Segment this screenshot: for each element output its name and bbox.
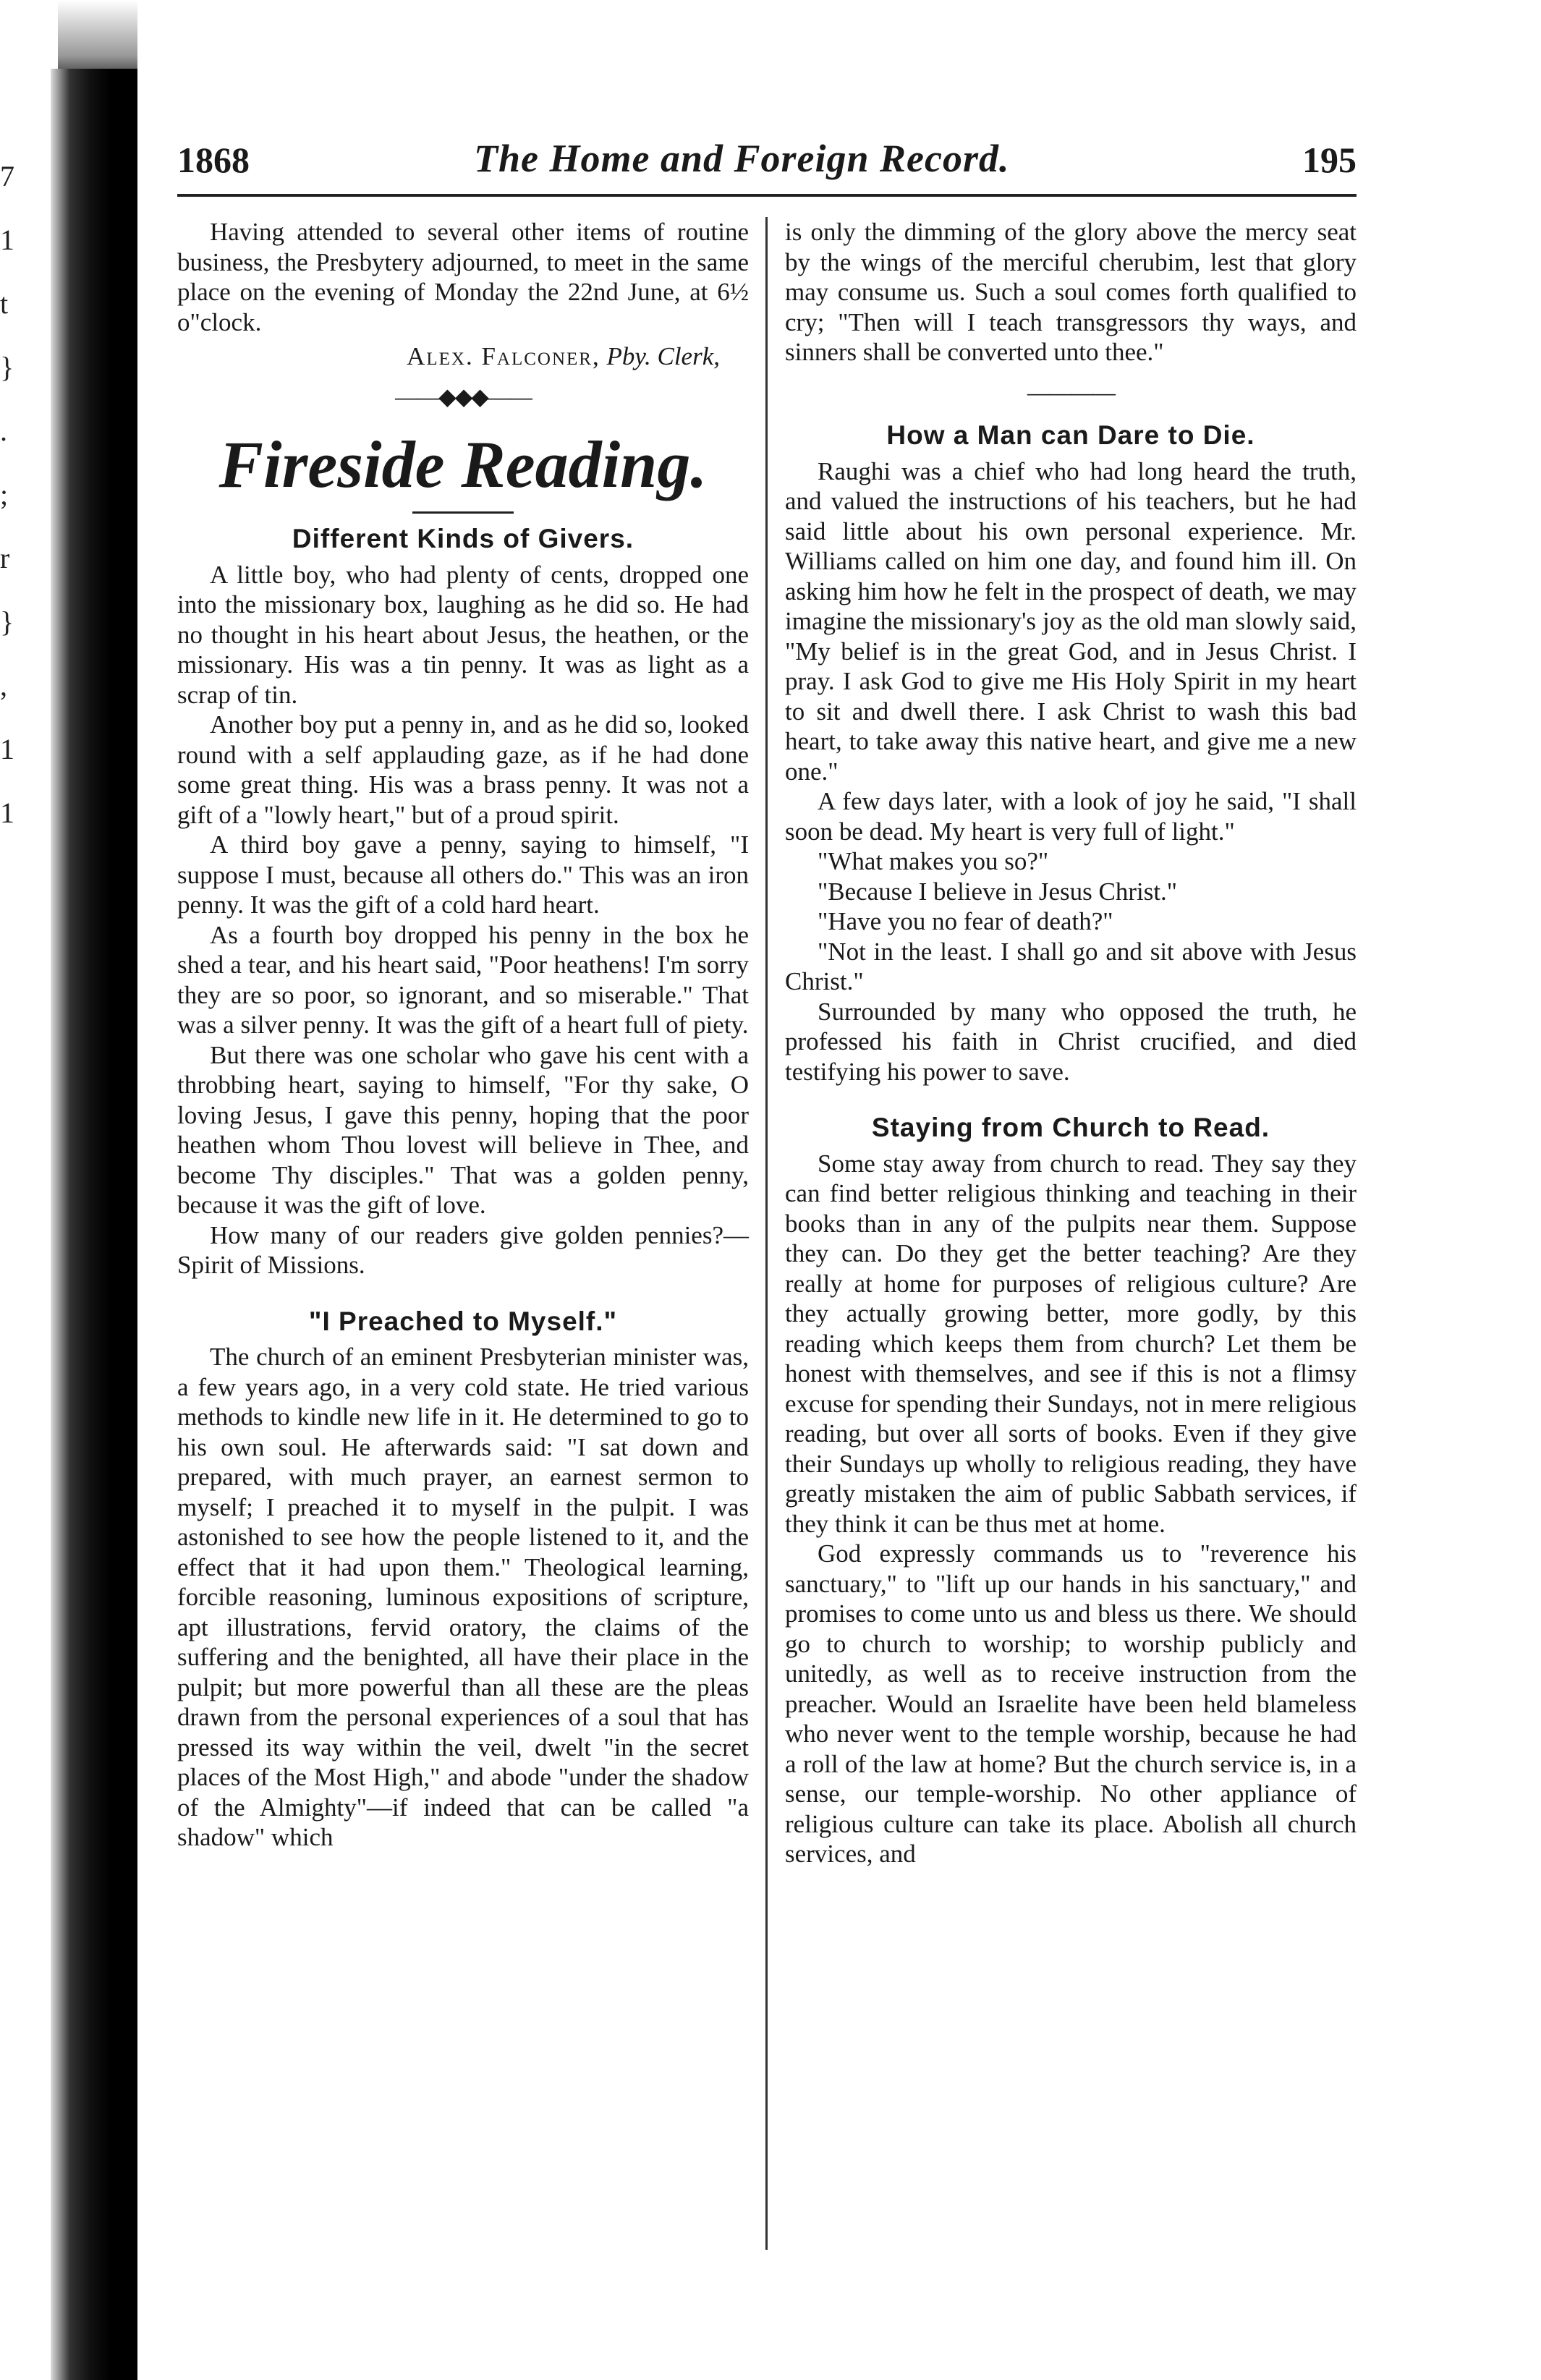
paragraph: A third boy gave a penny, saying to himself, "I suppose I must, because all others do." This was an iron penny. It was the gift of a cold hard heart.: [177, 830, 749, 919]
header-rule: [177, 194, 1357, 197]
paragraph: A few days later, with a look of joy he said, "I shall soon be dead. My heart is very full of light.": [785, 787, 1357, 846]
page-edge-shadow: [58, 0, 137, 80]
signature: Alex. Falconer, Pby. Clerk,: [407, 342, 720, 370]
paragraph: But there was one scholar who gave his cent with a throbbing heart, saying to himself, "For thy sake, O loving Jesus, I gave this penny, hoping that the poor heathen whom Thou lovest will believe in Thee, and become Thy disciples." That was a golden penny, because it was the gift of love.: [177, 1040, 749, 1219]
paragraph: Raughi was a chief who had long heard the truth, and valued the instructions of his teachers, but he had said little about his own personal experience. Mr. Williams called on him one day, and found him ill. On asking him how he felt in the prospect of death, we may imagine the missionary's joy as the old man slowly said, "My belief is in the great God, and in Jesus Christ. I pray. I ask God to give me His Holy Spirit in my heart to sit and dwell there. I ask Christ to wash this bad heart, to take away this native heart, and give me a new one.": [785, 456, 1357, 786]
article-title: Different Kinds of Givers.: [292, 524, 634, 553]
paragraph: As a fourth boy dropped his penny in the box he shed a tear, and his heart said, "Poor heathens! I'm sorry they are so poor, so ignorant, and so miserable." That was a silver penny. It was the gift of a heart full of piety.: [177, 920, 749, 1039]
book-binding-shadow: [51, 69, 137, 2380]
column-divider: [765, 217, 768, 2250]
paragraph: "Have you no fear of death?": [818, 907, 1113, 935]
paragraph: "Not in the least. I shall go and sit above with Jesus Christ.": [785, 937, 1357, 995]
ornament-divider: ————: [1027, 378, 1114, 405]
running-header: [177, 139, 1357, 190]
paragraph: "What makes you so?": [818, 847, 1049, 875]
section-title: Fireside Reading.: [218, 428, 708, 501]
paragraph: The church of an eminent Presbyterian minister was, a few years ago, in a very cold state. He tried various methods to kindle new life in it. He determined to go to his own soul. He afterwards said: "I sat down and prepared, with much prayer, an earnest sermon to myself; I preached it to myself in the pulpit. I was astonished to see how the people listened to it, and the effect that it had upon them." Theological learning, forcible reasoning, luminous expositions of scripture, apt illustrations, fervid oratory, the claims of the suffering and the benighted, all have their place in the pulpit; but more powerful than all these are the pleas drawn from the personal experiences of a soul that has pressed its way within the veil, dwelt "in the secret places of the Most High," and abode "under the shadow of the Almighty"—if indeed that can be called "a shadow" which: [177, 1343, 749, 1851]
left-column: [177, 217, 749, 1853]
paragraph: Another boy put a penny in, and as he did so, looked round with a self applauding gaze, as if he had done some great thing. His was a brass penny. It was not a gift of a "lowly heart," but of a proud spirit.: [177, 710, 749, 829]
page-number: 195: [1302, 140, 1357, 180]
article-title: How a Man can Dare to Die.: [886, 420, 1255, 450]
divider: [412, 511, 514, 514]
paragraph: Having attended to several other items of routine business, the Presbytery adjourned, to meet in the same place on the evening of Monday the 22nd June, at 6½ o"clock.: [177, 218, 749, 336]
paragraph: A little boy, who had plenty of cents, dropped one into the missionary box, laughing as he did so. He had no thought in his heart about Jesus, the heathen, or the missionary. His was a tin penny. It was as light as a scrap of tin.: [177, 560, 749, 709]
paragraph: How many of our readers give golden pennies?—Spirit of Missions.: [177, 1220, 749, 1279]
paragraph: is only the dimming of the glory above the mercy seat by the wings of the merciful cherubim, lest that glory may consume us. Such a soul comes forth qualified to cry; "Then will I teach transgressors thy ways, and sinners shall be converted unto thee.": [785, 218, 1357, 366]
article-title: "I Preached to Myself.": [308, 1306, 618, 1336]
ornament-divider: ——◆◆◆——: [395, 383, 531, 409]
paragraph: Some stay away from church to read. They say they can find better religious thinking and teaching in their books than in any of the pulpits near them. Suppose they can. Do they get the better teaching? Are they really at home for purposes of religious culture? Are they actually growing better, more godly, by this reading which keeps them from church? Let them be honest with themselves, and see if this is not a flimsy excuse for spending their Sundays, not in mere religious reading, but over all sorts of books. Even if they give their Sundays up wholly to religious reading, they have greatly mistaken the aim of public Sabbath services, if they think it can be thus met at home.: [785, 1149, 1357, 1538]
paragraph: God expressly commands us to "reverence his sanctuary," to "lift up our hands in his sanctuary," and promises to come unto us and bless us there. We should go to church to worship; to worship publicly and unitedly, as well as to receive instruction from the preacher. Would an Israelite have been held blameless who never went to the temple worship, because he had a roll of the law at home? But the church service is, in a sense, our temple-worship. No other appliance of religious culture can take its place. Abolish all church services, and: [785, 1539, 1357, 1868]
margin-marks: 7 1 t } . ; r } , 1 1: [0, 160, 14, 829]
paragraph: Surrounded by many who opposed the truth, he professed his faith in Christ crucified, and died testifying his power to save.: [785, 997, 1357, 1086]
paragraph: "Because I believe in Jesus Christ.": [818, 877, 1178, 906]
right-column: [785, 217, 1357, 1869]
header-title: The Home and Foreign Record.: [474, 137, 1010, 180]
article-title: Staying from Church to Read.: [871, 1113, 1270, 1142]
header-year: 1868: [177, 140, 250, 180]
